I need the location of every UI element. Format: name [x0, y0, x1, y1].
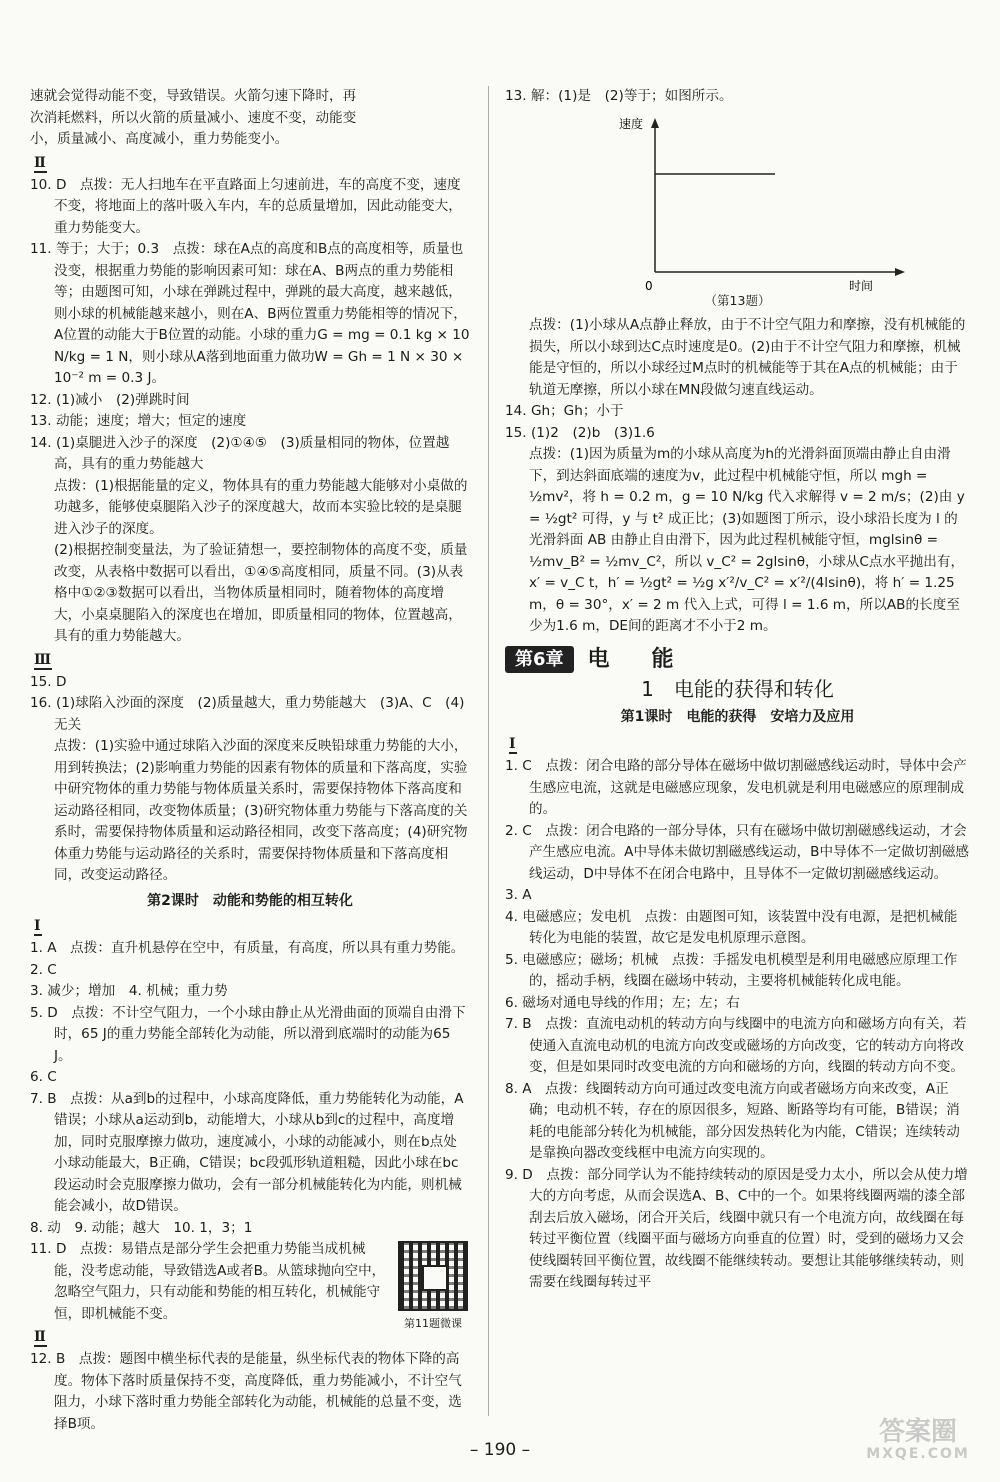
subsection-title: 第1课时 电能的获得 安培力及应用	[620, 708, 855, 725]
answer-e1: 1. C 点拨：闭合电路的部分导体在磁场中做切割磁感线运动时，导体中会产生感应电流，这就是电磁感应现象，发电机就是利用电磁感应的原理制成的。	[505, 758, 967, 817]
answer-1: 1. A 点拨：直升机悬停在空中，有质量，有高度，所以具有重力势能。	[30, 940, 465, 956]
level-mark-1r	[509, 734, 970, 754]
hint-13: 点拨：(1)小球从A点静止释放，由于不计空气阻力和摩擦，没有机械能的损失，所以小球到达C点时速度是0。(2)由于不计空气阻力和摩擦，机械能是守恒的，所以小球经过M点时的机械能等于其在A点的机械能；由于轨道无摩擦，所以小球在MN段做匀速直线运动。	[529, 317, 966, 398]
right-column	[505, 86, 970, 1294]
text-line: 小，质量减小、高度减小，重力势能变小。	[30, 131, 289, 147]
qr-caption: 第11题微课	[404, 1317, 462, 1330]
level-glyph: Ⅱ	[34, 1329, 47, 1347]
answer-8-10: 8. 动 9. 动能；越大 10. 1，3；1	[30, 1219, 253, 1236]
hint-15: 点拨：(1)因为质量为m的小球从高度为h的光滑斜面顶端由静止自由滑下，到达斜面底端的速度为v，此过程中机械能守恒，所以 mgh = ½mv²，将 h = 0.2 m，g = 10 N/kg 代入求解得 v = 2 m/s；(2)由 y = ½gt² 可得，y 与 t² 成正比；(3)如题图丁所示，设小球沿长度为 l 的光滑斜面 AB 由静止自由滑下，因为此过程机械能守恒，mglsinθ = ½mv_B² = ½mv_C²，所以 v_C² = 2glsinθ，小球从C点水平抛出有，x′ = v_C t，h′ = ½gt² = ½g x′²/v_C² = x′²/(4lsinθ)，将 h′ = 1.25 m，θ = 30°，x′ = 2 m 代入上式，可得 l = 1.6 m，所以AB的长度至少为1.6 m，DE间的距离才不小于2 m。	[529, 446, 965, 634]
qr-code-image[interactable]	[398, 1241, 468, 1311]
qr-code[interactable]	[396, 1241, 470, 1335]
answer-6: 6. C	[30, 1069, 57, 1085]
y-axis-arrow	[651, 118, 659, 128]
graph-caption: （第13题）	[704, 292, 771, 308]
text-line: 次消耗燃料，所以火箭的质量减小、速度不变，动能变	[30, 109, 357, 126]
answer-e5: 5. 电磁感应；磁场；机械 点拨：手摇发电机模型是利用电磁感应原理工作的，摇动手柄，线圈在磁场中转动，主要将机械能转化成电能。	[505, 951, 958, 989]
answer-12b: 12. B 点拨：题图中横坐标代表的是能量，纵坐标代表的物体下降的高度。物体下落时质量保持不变，高度降低，重力势能减小，不计空气阻力，小球下落时重力势能全部转化为动能，机械能的总量不变，选择B项。	[30, 1351, 462, 1432]
answer-14: 14. (1)桌腿进入沙子的深度 (2)①④⑤ (3)质量相同的物体，位置越高，具有的重力势能越大	[30, 434, 450, 472]
level-glyph: Ⅲ	[34, 652, 52, 670]
answer-3-4: 3. 减少；增加 4. 机械；重力势	[30, 983, 228, 999]
answer-11b: 11. D 点拨：易错点是部分学生会把重力势能当成机械能，没考虑动能，导致错选A或者B。从篮球抛向空中，忽略空气阻力，只有动能和势能的相互转化，机械能守恒，即机械能不变。	[30, 1241, 386, 1322]
hint-14b: (2)根据控制变量法，为了验证猜想一，要控制物体的高度不变，质量改变，从表格中数据可以看出，①④⑤高度相同，质量不同。(3)从表格中①②③数据可以看出，当物体质量相同时，随着物体的高度增大，小桌桌腿陷入的深度也在增加，即质量相同的物体，位置越高，具有的重力势能越大。	[54, 542, 468, 644]
answer-e4: 4. 电磁感应；发电机 点拨：由题图可知，该装置中没有电源，是把机械能转化为电能的装置，故它是发电机原理示意图。	[505, 908, 958, 946]
answer-14r: 14. Gh；Gh；小于	[505, 403, 624, 419]
level-mark-2b	[34, 1327, 388, 1347]
column-divider	[488, 86, 489, 1416]
answer-e6: 6. 磁场对通电导线的作用；左；左；右	[505, 994, 740, 1011]
answer-15: 15. D	[30, 673, 67, 690]
answer-2: 2. C	[30, 961, 57, 978]
level-glyph: Ⅰ	[34, 918, 42, 936]
chapter-badge: 第6章	[505, 646, 574, 674]
level-mark-3	[34, 650, 470, 670]
x-axis-label: 时间	[849, 278, 874, 292]
answer-e2: 2. C 点拨：闭合电路的一部分导体，只有在磁场中做切割磁感线运动，才会产生感应电流。A中导体未做切割磁感线运动，B中导体不一定做切割磁感线运动，D中导体不在闭合电路中，且导体不一定做切割磁感线运动。	[505, 822, 970, 882]
velocity-time-graph	[615, 112, 915, 292]
answer-e7: 7. B 点拨：直流电动机的转动方向与线圈中的电流方向和磁场方向有关，若使通入直流电动机的电流方向改变或磁场的方向改变，它的转动方向将改变，但是如果同时改变电流的方向和磁场的方向，线圈的转动方向不变。	[505, 1016, 967, 1075]
hint-14a: 点拨：(1)根据能量的定义，物体具有的重力势能越大能够对小桌做的功越多，能够使桌腿陷入沙子的深度越大，故而本实验比较的是桌腿进入沙子的深度。	[54, 477, 468, 537]
answer-11: 11. 等于；大于；0.3 点拨：球在A点的高度和B点的高度相等，质量也没变，根据重力势能的影响因素可知：球在A、B两点的重力势能相等；由题图可知，小球在弹跳过程中，弹跳的最大高度，越来越低，则小球的机械能越来越小，则在A、B两位置重力势能相等的情况下，A位置的动能大于B位置的动能。小球的重力G = mg = 0.1 kg × 10 N/kg = 1 N，则小球从A落到地面重力做功W = Gh = 1 N × 30 × 10⁻² m = 0.3 J。	[30, 241, 470, 386]
text-line: 速就会觉得动能不变，导致错误。火箭匀速下降时，再	[30, 88, 357, 104]
watermark-sub: MXQE.COM	[866, 1446, 970, 1462]
answer-e3: 3. A	[505, 887, 532, 903]
origin-label: 0	[645, 278, 653, 292]
answer-15r: 15. (1)2 (2)b (3)1.6	[505, 424, 655, 441]
answer-10: 10. D 点拨：无人扫地车在平直路面上匀速前进，车的高度不变，速度不变，将地面上的落叶吸入车内，车的总质量增加，因此动能变大，重力势能变大。	[30, 176, 462, 236]
y-axis-label: 速度	[619, 116, 644, 131]
answer-7: 7. B 点拨：从a到b的过程中，小球高度降低，重力势能转化为动能，A错误；小球从a运动到b，动能增大，小球从b到c的过程中，高度增加，同时克服摩擦力做功，速度减小，小球的动能减小，则在b点处小球动能最大，B正确，C错误；bc段弧形轨道粗糙，因此小球在bc段运动时会克服摩擦力做功，会有一部分机械能转化为内能，则机械能会减小，故D错误。	[30, 1090, 464, 1214]
watermark-main: 答案圈	[878, 1417, 957, 1447]
answer-5: 5. D 点拨：不计空气阻力，一个小球由静止从光滑曲面的顶端自由滑下时，65 J的重力势能全部转化为动能，所以滑到底端时的动能为65 J。	[30, 1004, 466, 1064]
chapter-name: 电 能	[587, 646, 684, 672]
level-glyph: Ⅰ	[509, 736, 517, 754]
section-title: 1 电能的获得和转化	[641, 677, 834, 701]
x-axis-arrow	[895, 268, 905, 276]
chapter-header	[505, 646, 970, 674]
level-glyph: Ⅱ	[34, 155, 47, 173]
page-number: – 190 –	[469, 1440, 531, 1460]
answer-12: 12. (1)减小 (2)弹跳时间	[30, 391, 190, 408]
answer-13r: 13. 解：(1)是 (2)等于；如图所示。	[505, 88, 733, 104]
watermark-logo	[848, 1418, 988, 1474]
answer-e8: 8. A 点拨：线圈转动方向可通过改变电流方向或者磁场方向来改变，A正确；电动机不转，存在的原因很多，短路、断路等均有可能，B错误；消耗的电能部分转化为机械能，部分因发热转化为内能，C错误；连续转动是靠换向器改变线框中电流方向实现的。	[505, 1080, 960, 1161]
left-column	[30, 86, 470, 1435]
level-mark-2	[34, 153, 470, 173]
answer-13: 13. 动能；速度；增大；恒定的速度	[30, 413, 247, 429]
lesson-title: 第2课时 动能和势能的相互转化	[147, 892, 353, 909]
level-mark-1	[34, 916, 470, 936]
graph-svg	[615, 112, 915, 292]
hint-16: 点拨：(1)实验中通过球陷入沙面的深度来反映铅球重力势能的大小，用到转换法；(2)影响重力势能的因素有物体的质量和下落高度，实验中研究物体的重力势能与物体质量关系时，需要保持物体下落高度和运动路径相同，改变物体质量；(3)研究物体重力势能与下落高度的关系时，需要保持物体质量和运动路径相同，改变下落高度；(4)研究物体重力势能与运动路径的关系时，需要保持物体质量和下落高度相同，改变运动路径。	[54, 738, 468, 883]
answer-16: 16. (1)球陷入沙面的深度 (2)质量越大，重力势能越大 (3)A、C (4)无关	[30, 695, 465, 733]
answer-e9: 9. D 点拨：部分同学认为不能持续转动的原因是受力太小，所以会从使力增大的方向考虑，从而会误选A、B、C中的一个。如果将线圈两端的漆全部刮去后放入磁场，闭合开关后，线圈中就只有一个电流方向，故线圈在每转过平衡位置（线圈平面与磁场方向垂直的位置）时，受到的磁场力又会使线圈转回平衡位置，故线圈不能继续转动。要想让其能够继续转动，则需要在线圈每转过平	[505, 1166, 968, 1290]
